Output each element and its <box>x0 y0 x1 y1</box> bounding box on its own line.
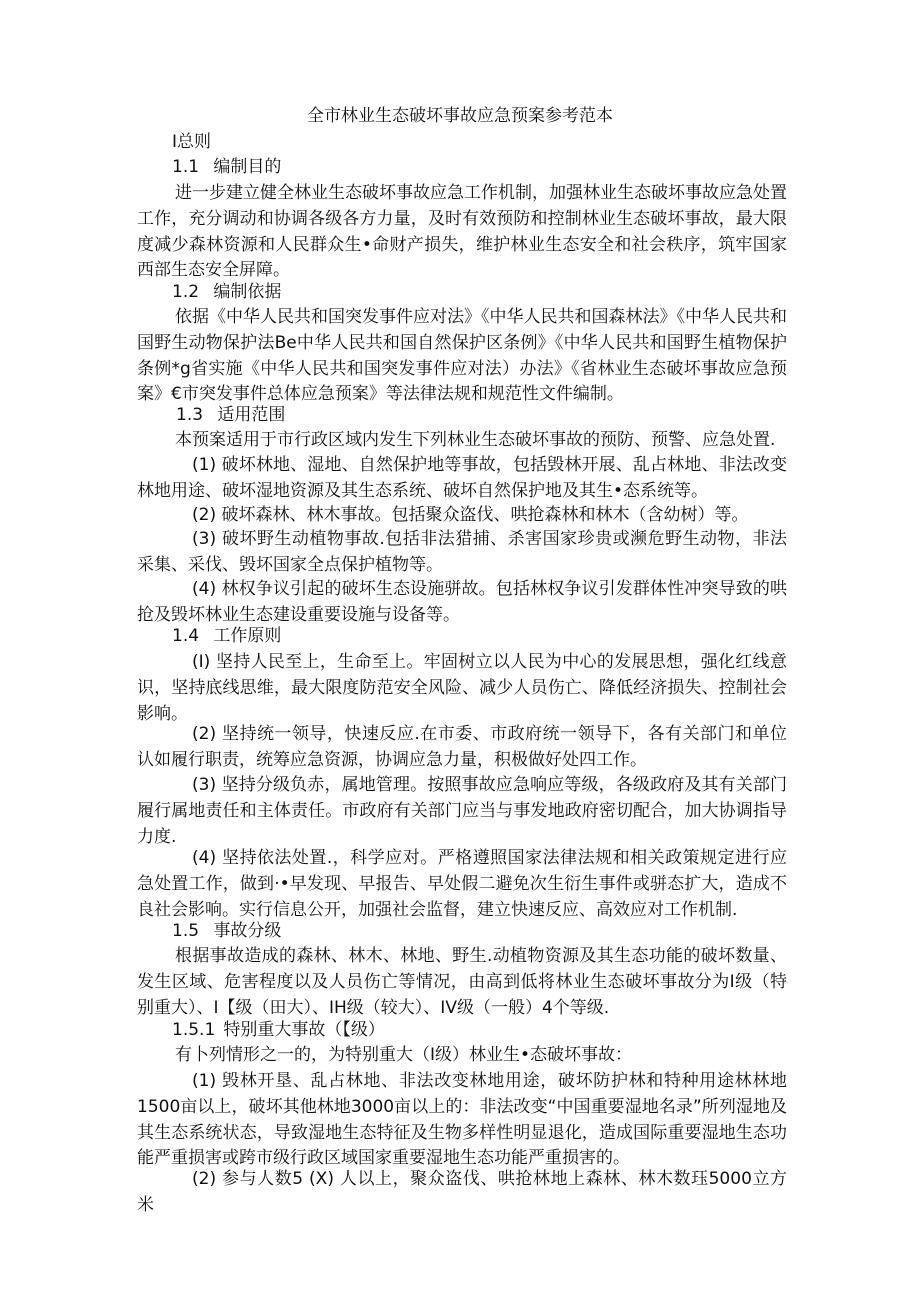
paragraph: 依据《中华人民共和国突发事件应对法》《中华人民共和国森林法》《中华人民共和国野生动物保护法Be中华人民共和国自然保护区条例》《中华人民共和国野生植物保护条例*g省实施《中华人民共和国突发事件应对法）办法》《省林业生态破坏事故应急预案》€市突发事件总体应急预案》等法律法规和规范性文件编制。 <box>137 307 787 405</box>
subsection-heading <box>172 280 281 304</box>
subsection-number: 1.4 <box>172 626 200 646</box>
page-title: 全市林业生态破坏事故应急预案参考范本 <box>307 106 613 126</box>
subsection-title: 工作原则 <box>213 626 282 646</box>
subsection-title: 编制依据 <box>213 282 282 302</box>
list-item: (4) 林权争议引起的破坏生态设施骈故。包括林权争议引发群体性冲突导致的哄抢及毁坏林业生态建设重要设施与设备等。 <box>137 579 787 625</box>
paragraph: 进一步建立健全林业生态破坏事故应急工作机制，加强林业生态破坏事故应急处置工作，充分调动和协调各级各方力量，及时有效预防和控制林业生态破坏事故，最大限度减少森林资源和人民群众生•命财产损失，维护林业生态安全和社会秩序，筑牢国家西部生态安全屏障。 <box>137 183 787 281</box>
list-item: (3) 破坏野生动植物事故.包括非法猎捕、杀害国家珍贵或濒危野生动物，非法采集、采伐、毁坏国家全点保护植物等。 <box>137 529 787 575</box>
subsection-number: 1.5 <box>172 921 200 941</box>
subsection-title: 编制目的 <box>213 157 282 177</box>
list-item: (2) 破坏森林、林木事故。包括聚众盗伐、哄抢森林和林木（含幼树）等。 <box>192 505 749 525</box>
list-item: (1) 毁林开垦、乱占林地、非法改变林地用途，破坏防护林和特种用途林林地1500亩以上，破坏其他林地3000亩以上的：非法改变“中国重要湿地名录”所列湿地及其生态系统状态，导致湿地生态特征及生物多样性明显退化，造成国际重要湿地生态功能严重损害或跨市级行政区域国家重要湿地生态功能严重损害的。 <box>137 1071 787 1169</box>
list-item: (2) 参与人数5 (X) 人以上，聚众盗伐、哄抢林地上森林、林木数珏5000立方米 <box>137 1169 787 1215</box>
subsection-title: 特别重大事故（【级） <box>223 1020 385 1040</box>
list-item: (3) 坚持分级负赤，属地管理。按照事故应急响应等级，各级政府及其有关部门履行属地责任和主体责任。市政府有关部门应当与事发地政府密切配合，加大协调指导力度. <box>137 775 787 847</box>
subsection-heading <box>172 624 281 648</box>
section-heading: I总则 <box>172 132 212 152</box>
subsection-number: 1.3 <box>176 405 204 425</box>
paragraph: 根据事故造成的森林、林木、林地、野生.动植物资源及其生态功能的破坏数量、发生区域、危害程度以及人员伤亡等情况，由高到低将林业生态破坏事故分为I级（特别重大）、I【级（田大）、IH级（较大）、IV级（一般）4个等级. <box>137 946 787 1018</box>
subsection-number: 1.2 <box>172 282 200 302</box>
subsection-heading <box>172 1018 385 1042</box>
subsection-heading <box>172 919 281 943</box>
paragraph: 有卜列情形之一的，为特别重大（I级）林业生•态破坏事故： <box>175 1045 633 1065</box>
subsection-heading <box>172 155 281 179</box>
subsection-number: 1.1 <box>172 157 200 177</box>
list-item: (I) 坚持人民至上，生命至上。牢固树立以人民为中心的发展思想，强化红线意识，坚持底线思维，最大限度防范安全风险、减少人员伤亡、降低经济损失、控制社会影响。 <box>137 652 787 724</box>
subsection-title: 事故分级 <box>213 921 282 941</box>
list-item: (4) 坚持依法处置.，科学应对。严格遵照国家法律法规和相关政策规定进行应急处置工作，做到·•早发现、早报告、早处假二避免次生衍生事件或骈态扩大，造成不良社会影响。实行信息公开，加强社会监督，建立快速反应、高效应对工作机制. <box>137 848 787 920</box>
subsection-heading <box>176 403 285 427</box>
subsection-number: 1.5.1 <box>172 1020 216 1040</box>
paragraph: 本预案适用于市行政区域内发生下列林业生态破坏事故的预防、预警、应急处置. <box>175 430 776 450</box>
list-item: (1) 破坏林地、湿地、自然保护地等事故，包括毁林开展、乱占林地、非法改变林地用途、破坏湿地资源及其生态系统、破坏自然保护地及其生•态系统等。 <box>137 455 787 501</box>
list-item: (2) 坚持统一领导，快速反应.在市委、市政府统一领导下，各有关部门和单位认如履行职责，统筹应急资源，协调应急力量，积极做好处四工作。 <box>137 724 787 770</box>
subsection-title: 适用范围 <box>217 405 286 425</box>
